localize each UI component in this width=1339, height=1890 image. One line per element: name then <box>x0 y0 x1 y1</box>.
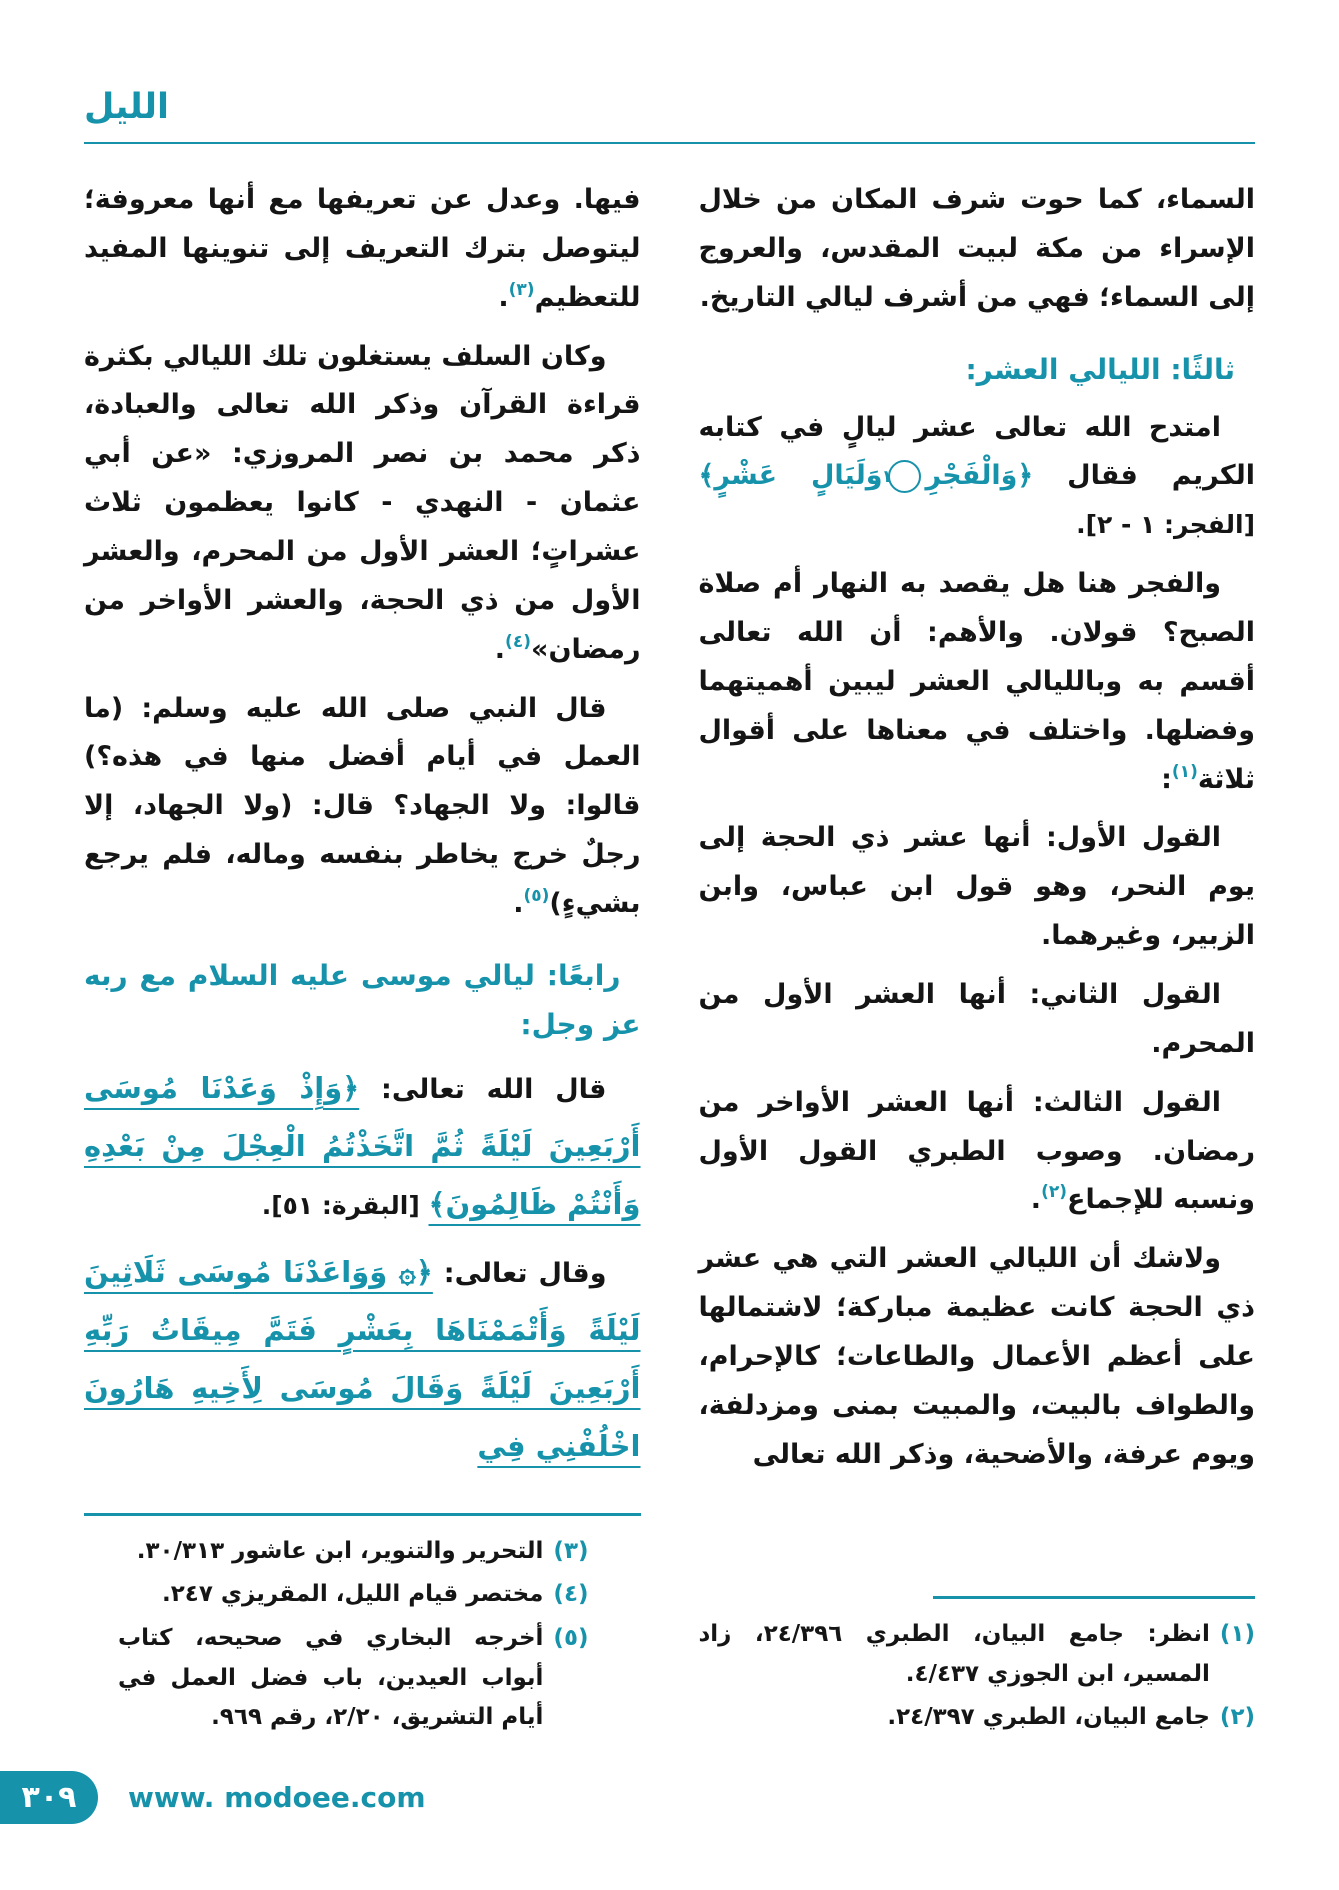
paragraph-text: القول الأول: أنها عشر ذي الحجة إلى يوم النحر، وهو قول ابن عباس، وابن الزبير، وغيرهما. <box>698 822 1255 952</box>
quran-verse: وَلَيَالٍ عَشْرٍ﴾ <box>698 460 883 492</box>
paragraph <box>699 404 1256 551</box>
column-right <box>699 176 1256 1738</box>
paragraph-text: السماء، كما حوت شرف المكان من خلال الإسراء من مكة لبيت المقدس، والعروج إلى السماء؛ فهي من أشرف ليالي التاريخ. <box>698 184 1255 313</box>
footnote-marker: (٥) <box>523 886 550 907</box>
quran-verse: ﴿وَالْفَجْرِ <box>925 460 1034 492</box>
footnote-item <box>118 1575 589 1615</box>
footnote-separator <box>933 1596 1255 1599</box>
paragraph-text: . <box>1030 1184 1042 1216</box>
paragraph-text: القول الثالث: أنها العشر الأواخر من رمضان. وصوب الطبري القول الأول ونسبه للإجماع <box>698 1086 1255 1216</box>
footnote-marker: (٢) <box>1041 1182 1068 1203</box>
footnote-text: انظر: جامع البيان، الطبري ٢٤/٣٩٦، زاد المسير، ابن الجوزي ٤/٤٣٧. <box>698 1620 1210 1687</box>
footnote-number: (٢) <box>1219 1704 1255 1731</box>
paragraph-text: قال الله تعالى: <box>359 1073 607 1105</box>
paragraph <box>84 333 641 675</box>
footnote-number: (٥) <box>553 1624 589 1651</box>
verse-reference: [الفجر: ١ - ٢]. <box>1076 510 1255 540</box>
paragraph-text: : <box>1161 763 1172 795</box>
paragraph-text: وقال تعالى: <box>432 1257 607 1289</box>
paragraph <box>699 176 1256 323</box>
paragraph <box>699 971 1256 1069</box>
verse-reference: [البقرة: ٥١]. <box>261 1190 429 1220</box>
section-heading-rabian: رابعًا: ليالي موسى عليه السلام مع ربه عز وجل: <box>84 958 641 1041</box>
footnote-text: التحرير والتنوير، ابن عاشور ٣٠/٣١٣. <box>136 1537 544 1564</box>
paragraph-text: . <box>513 888 524 920</box>
paragraph-text: . <box>498 281 509 313</box>
paragraph-text: ولاشك أن الليالي العشر التي هي عشر ذي الحجة كانت عظيمة مباركة؛ لاشتمالها على أعظم الأعمال والطاعات؛ كالإحرام، والطواف بالبيت، والمبيت بمنى ومزدلفة، ويوم عرفة، والأضحية، وذكر الله تعالى <box>698 1243 1255 1470</box>
paragraph <box>84 1243 641 1475</box>
paragraph-text: فيها. وعدل عن تعريفها مع أنها معروفة؛ ليتوصل بترك التعريف إلى تنوينها المفيد للتعظيم <box>84 184 641 313</box>
footnote-separator <box>84 1513 641 1516</box>
footnote-marker: (٣) <box>508 279 535 300</box>
footnote-block <box>699 1568 1256 1738</box>
footnote-item <box>699 1698 1256 1738</box>
footnote-text: مختصر قيام الليل، المقريزي ٢٤٧. <box>162 1581 544 1608</box>
paragraph <box>699 1235 1256 1479</box>
paragraph-text: والفجر هنا هل يقصد به النهار أم صلاة الصبح؟ قولان. والأهم: أن الله تعالى أقسم به وبالليالي العشر ليبين أهميتهما وفضلها. واختلف في معناها على أقوال ثلاثة <box>698 568 1255 795</box>
website-url: www. modoee.com <box>128 1781 426 1814</box>
paragraph-text: القول الثاني: أنها العشر الأول من المحرم. <box>698 979 1255 1059</box>
footnotes <box>84 1532 641 1738</box>
paragraph <box>84 176 641 323</box>
footnote-text: جامع البيان، الطبري ٢٤/٣٩٧. <box>887 1704 1210 1731</box>
footnote-marker: (١) <box>1171 761 1198 782</box>
footnote-number: (٣) <box>553 1537 589 1564</box>
footnote-item <box>699 1615 1256 1694</box>
column-left <box>84 176 641 1738</box>
page-number: ٣٠٩ <box>21 1780 77 1815</box>
paragraph-text: وكان السلف يستغلون تلك الليالي بكثرة قراءة القرآن وذكر الله تعالى والعبادة، ذكر محمد بن نصر المروزي: «عن أبي عثمان - النهدي - كانوا يعظمون ثلاث عشراتٍ؛ العشر الأول من المحرم، والعشر الأول من ذي الحجة، والعشر الأواخر من رمضان» <box>83 340 641 665</box>
paragraph-text: قال النبي صلى الله عليه وسلم: (ما العمل في أيام أفضل منها في هذه؟) قالوا: ولا الجهاد؟ قال: (ولا الجهاد، إلا رجلٌ خرج يخاطر بنفسه وماله، فلم يرجع بشيءٍ) <box>84 692 641 920</box>
footnote-number: (١) <box>1219 1620 1255 1647</box>
paragraph <box>84 685 641 929</box>
footnotes <box>699 1615 1256 1738</box>
paragraph <box>699 1079 1256 1226</box>
footnote-number: (٤) <box>553 1581 589 1608</box>
paragraph-text: امتدح الله تعالى عشر ليالٍ في كتابه الكريم فقال <box>698 411 1255 492</box>
footnote-text: أخرجه البخاري في صحيحه، كتاب أبواب العيدين، باب فضل العمل في أيام التشريق، ٢/٢٠، رقم ٩٦٩. <box>118 1624 544 1731</box>
paragraph <box>699 814 1256 961</box>
footnote-marker: (٤) <box>505 631 531 652</box>
page-header <box>84 0 1255 144</box>
paragraph <box>84 1059 641 1233</box>
paragraph <box>699 560 1256 804</box>
ayah-number-icon: ١ <box>888 460 921 493</box>
footnote-block <box>84 1485 641 1738</box>
content-columns <box>84 144 1255 1738</box>
footnote-item <box>118 1532 589 1572</box>
paragraph-text: . <box>494 633 506 665</box>
footnote-item <box>118 1619 589 1738</box>
page-title: الليل <box>84 87 169 127</box>
page-number-badge <box>0 1771 98 1824</box>
section-heading-thalithan: ثالثًا: الليالي العشر: <box>965 352 1235 386</box>
quran-verse: ﴿۞ وَوَاعَدْنَا مُوسَى ثَلَاثِينَ لَيْلَةً وَأَتْمَمْنَاهَا بِعَشْرٍ فَتَمَّ مِيقَاتُ رَبِّهِ أَرْبَعِينَ لَيْلَةً وَقَالَ مُوسَى لِأَخِيهِ هَارُونَ اخْلُفْنِي فِي <box>84 1254 641 1463</box>
quran-verse: ﴿وَإِذْ وَعَدْنَا مُوسَى أَرْبَعِينَ لَيْلَةً ثُمَّ اتَّخَذْتُمُ الْعِجْلَ مِنْ بَعْدِهِ وَأَنْتُمْ ظَالِمُونَ﴾ <box>84 1070 641 1221</box>
